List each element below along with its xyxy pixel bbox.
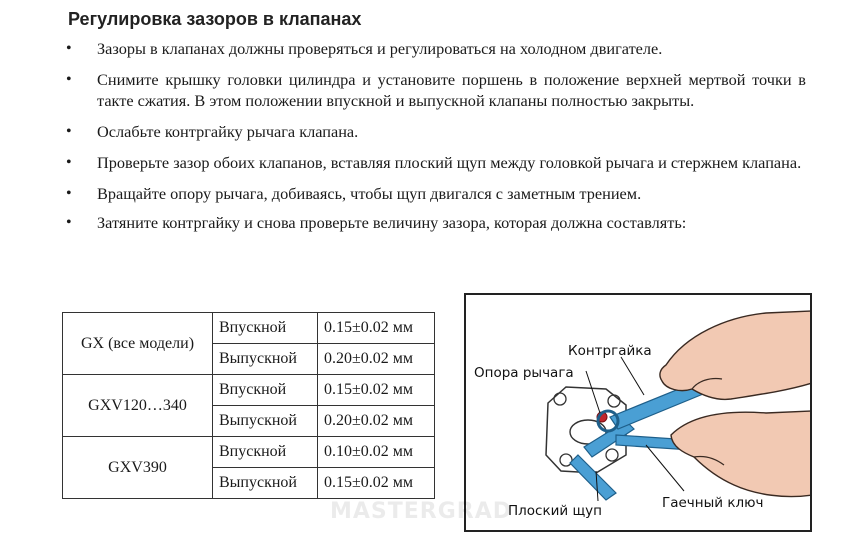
valve-cell: Впускной xyxy=(213,437,318,468)
instruction-item: • Вращайте опору рычага, добиваясь, чтобы щуп двигался с заметным трением. xyxy=(66,183,806,204)
clearance-cell: 0.15±0.02 мм xyxy=(318,468,435,499)
lower-hand-drawing xyxy=(671,411,812,497)
valve-cell: Выпускной xyxy=(213,406,318,437)
instruction-item: • Зазоры в клапанах должны проверяться и регулироваться на холодном двигателе. xyxy=(66,38,806,59)
locknut-label: Контргайка xyxy=(568,343,652,359)
instruction-item: • Проверьте зазор обоих клапанов, вставляя плоский щуп между головкой рычага и стержнем клапана. xyxy=(66,152,806,173)
model-cell: GXV390 xyxy=(63,437,213,499)
clearance-cell: 0.15±0.02 мм xyxy=(318,313,435,344)
model-cell: GXV120…340 xyxy=(63,375,213,437)
clearance-cell: 0.20±0.02 мм xyxy=(318,406,435,437)
upper-hand-drawing xyxy=(660,311,812,399)
table-row xyxy=(63,437,435,468)
instruction-item: • Затяните контргайку и снова проверьте величину зазора, которая должна составлять: xyxy=(66,212,806,233)
wrench-label: Гаечный ключ xyxy=(662,495,764,511)
instruction-item: • Снимите крышку головки цилиндра и установите поршень в положение верхней мертвой точки в такте сжатия. В этом положении впускной и выпускной клапаны полностью закрыты. xyxy=(66,69,806,111)
valve-cell: Выпускной xyxy=(213,344,318,375)
clearance-cell: 0.20±0.02 мм xyxy=(318,344,435,375)
table-row xyxy=(63,375,435,406)
feeler-gauge-label: Плоский щуп xyxy=(508,503,602,519)
valve-cell: Впускной xyxy=(213,375,318,406)
valve-cell: Впускной xyxy=(213,313,318,344)
clearance-cell: 0.10±0.02 мм xyxy=(318,437,435,468)
page-title: Регулировка зазоров в клапанах xyxy=(68,9,362,29)
model-cell: GX (все модели) xyxy=(63,313,213,375)
watermark: MASTERGRAD xyxy=(330,499,513,524)
instruction-item: • Ослабьте контргайку рычага клапана. xyxy=(66,121,806,142)
valve-cell: Выпускной xyxy=(213,468,318,499)
table-row xyxy=(63,313,435,344)
rocker-pivot-label: Опора рычага xyxy=(474,365,574,381)
clearance-table xyxy=(62,312,435,499)
instruction-list xyxy=(66,38,806,243)
valve-adjustment-illustration xyxy=(464,293,812,532)
clearance-cell: 0.15±0.02 мм xyxy=(318,375,435,406)
